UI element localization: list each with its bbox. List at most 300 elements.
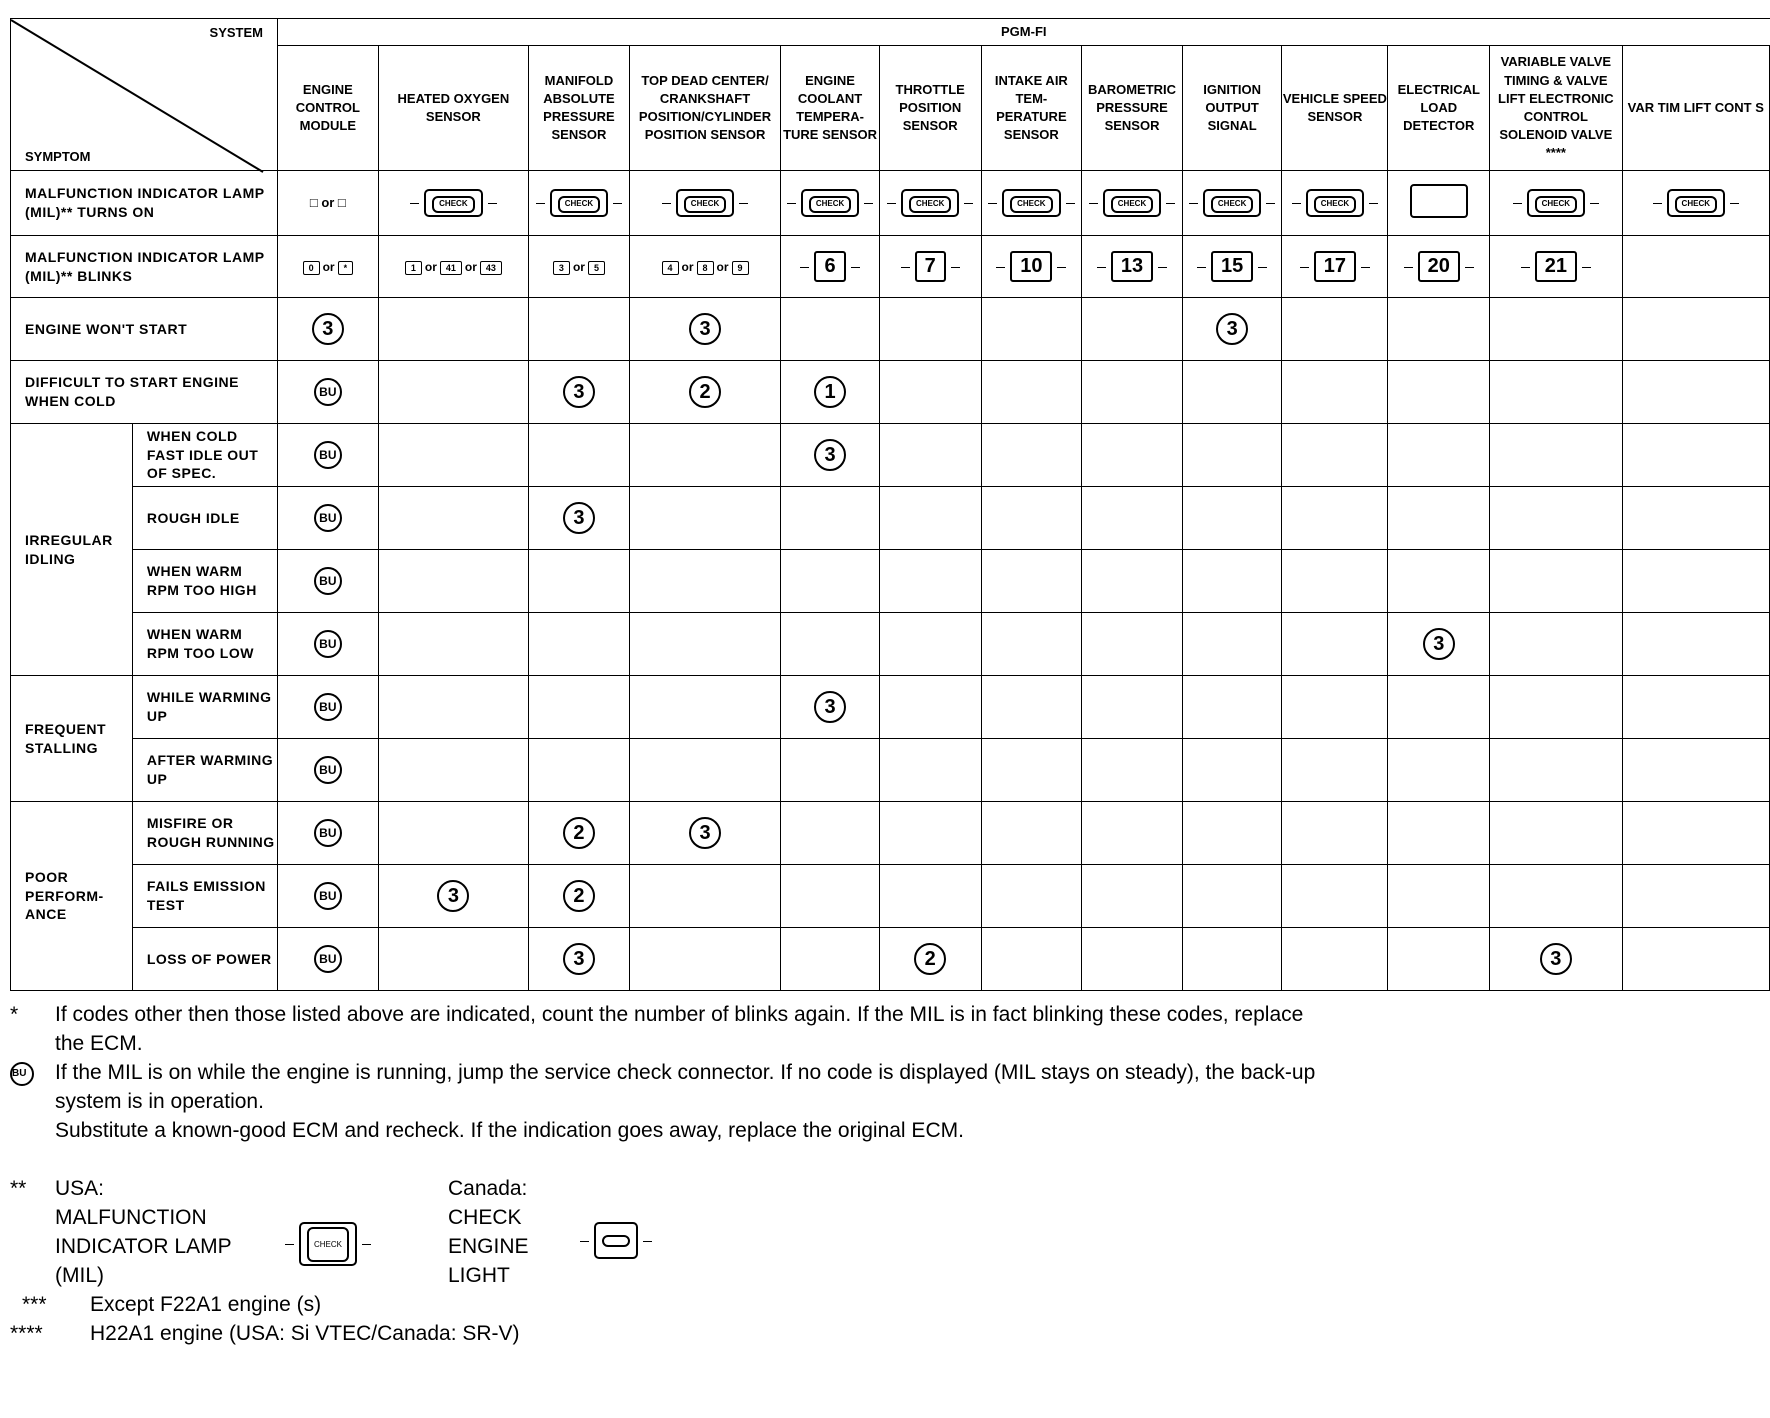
priority-cell xyxy=(278,487,379,550)
priority-cell xyxy=(1082,424,1183,487)
blink-code-cell xyxy=(781,236,880,298)
check-engine-icon xyxy=(1667,189,1725,217)
mil-on-cell xyxy=(981,171,1082,236)
priority-cell xyxy=(1182,802,1282,865)
check-engine-icon xyxy=(901,189,959,217)
priority-cell xyxy=(1282,487,1388,550)
priority-cell xyxy=(981,550,1082,613)
priority-cell xyxy=(1082,928,1183,991)
blink-code-cell xyxy=(1622,236,1769,298)
priority-cell xyxy=(781,613,880,676)
priority-cell xyxy=(1082,361,1183,424)
troubleshooting-table xyxy=(10,18,1764,991)
priority-cell xyxy=(629,739,781,802)
blink-code: 0 xyxy=(303,261,320,275)
priority-number: 2 xyxy=(914,943,946,975)
priority-cell xyxy=(1182,928,1282,991)
priority-cell xyxy=(981,424,1082,487)
blink-code-cell xyxy=(1282,236,1388,298)
symptom-sub: AFTER WARMING UP xyxy=(132,739,277,802)
priority-cell xyxy=(1490,550,1622,613)
priority-cell xyxy=(629,298,781,361)
symptom-label: SYMPTOM xyxy=(25,148,91,164)
priority-number: 3 xyxy=(563,943,595,975)
blink-code: 13 xyxy=(1111,251,1153,282)
priority-cell xyxy=(1182,424,1282,487)
symptom-group: IRREGULAR IDLING xyxy=(11,424,133,676)
blink-code: 1 xyxy=(405,261,422,275)
mil-on-cell xyxy=(1490,171,1622,236)
priority-cell xyxy=(981,298,1082,361)
priority-cell xyxy=(879,613,981,676)
priority-cell xyxy=(1388,613,1490,676)
column-header: VAR TIM LIFT CONT S xyxy=(1622,46,1769,171)
priority-cell xyxy=(1490,676,1622,739)
check-text: CHECK xyxy=(1314,196,1356,213)
system-symptom-header xyxy=(11,19,278,171)
priority-cell xyxy=(1182,676,1282,739)
priority-cell xyxy=(879,424,981,487)
blink-code-cell xyxy=(981,236,1082,298)
priority-cell xyxy=(879,676,981,739)
mil-on-text: □ or □ xyxy=(309,195,346,211)
blink-code: 7 xyxy=(915,251,946,282)
symptom-sub: WHILE WARMING UP xyxy=(132,676,277,739)
check-text: CHECK xyxy=(909,196,951,213)
priority-cell xyxy=(1388,487,1490,550)
priority-cell xyxy=(1282,802,1388,865)
mil-on-cell xyxy=(1182,171,1282,236)
mil-on-label: MALFUNCTION INDICATOR LAMP (MIL)** TURNS ON xyxy=(11,171,278,236)
priority-cell xyxy=(1622,928,1769,991)
column-header: HEATED OXYGEN SENSOR xyxy=(378,46,528,171)
priority-cell xyxy=(781,928,880,991)
or-text: or xyxy=(681,259,694,274)
priority-cell xyxy=(1282,550,1388,613)
backup-icon: BU xyxy=(314,504,342,532)
symptom-row xyxy=(11,424,1770,487)
priority-cell xyxy=(278,676,379,739)
priority-cell xyxy=(1622,676,1769,739)
priority-cell xyxy=(879,802,981,865)
priority-cell xyxy=(879,865,981,928)
symptom-sub: WHEN WARM RPM TOO LOW xyxy=(132,613,277,676)
blink-code: 15 xyxy=(1211,251,1253,282)
symptom-group: FREQUENT STALLING xyxy=(11,676,133,802)
blink-code: 10 xyxy=(1010,251,1052,282)
priority-cell xyxy=(1490,298,1622,361)
priority-number: 3 xyxy=(437,880,469,912)
priority-cell xyxy=(981,928,1082,991)
priority-cell xyxy=(529,487,630,550)
mil-on-cell xyxy=(781,171,880,236)
priority-cell xyxy=(1082,613,1183,676)
mil-on-cell xyxy=(1388,171,1490,236)
priority-cell xyxy=(1388,928,1490,991)
symptom-row xyxy=(11,298,1770,361)
priority-cell xyxy=(629,361,781,424)
priority-cell xyxy=(1388,802,1490,865)
priority-cell xyxy=(1622,550,1769,613)
priority-cell xyxy=(378,676,528,739)
note-backup: If the MIL is on while the engine is running, jump the service check connector. If no code is displayed (MIL stays on steady), the back-up system is in operation. xyxy=(55,1061,1316,1113)
priority-cell xyxy=(629,676,781,739)
priority-cell xyxy=(378,424,528,487)
symptom-sub: MISFIRE OR ROUGH RUNNING xyxy=(132,802,277,865)
priority-cell xyxy=(1182,613,1282,676)
priority-cell xyxy=(278,613,379,676)
note-codes: If codes other then those listed above are indicated, count the number of blinks again. If the MIL is in fact blinking these codes, replace the ECM. xyxy=(55,1003,1304,1055)
check-text: CHECK xyxy=(558,196,600,213)
check-engine-icon xyxy=(801,189,859,217)
priority-cell xyxy=(378,739,528,802)
note-h22a1: H22A1 engine (USA: Si VTEC/Canada: SR-V) xyxy=(90,1322,520,1345)
column-header: ENGINE CONTROL MODULE xyxy=(278,46,379,171)
check-engine-icon xyxy=(1103,189,1161,217)
priority-number: 2 xyxy=(689,376,721,408)
mil-on-cell xyxy=(378,171,528,236)
blink-code: 21 xyxy=(1535,251,1577,282)
blink-code: 43 xyxy=(480,261,502,275)
note-mark: *** xyxy=(22,1293,47,1316)
or-text: or xyxy=(464,259,477,274)
priority-number: 3 xyxy=(312,313,344,345)
priority-cell xyxy=(629,865,781,928)
priority-number: 3 xyxy=(1423,628,1455,660)
priority-cell xyxy=(879,298,981,361)
backup-icon: BU xyxy=(314,945,342,973)
priority-cell xyxy=(1082,802,1183,865)
or-text: or xyxy=(322,259,335,274)
priority-cell xyxy=(879,550,981,613)
check-text: CHECK xyxy=(432,196,474,213)
blink-code: 3 xyxy=(553,261,570,275)
priority-cell xyxy=(1182,361,1282,424)
mil-on-cell xyxy=(879,171,981,236)
priority-cell xyxy=(1622,802,1769,865)
priority-cell xyxy=(1622,739,1769,802)
column-header: ELECTRICAL LOAD DETECTOR xyxy=(1388,46,1490,171)
priority-cell xyxy=(529,550,630,613)
priority-cell xyxy=(529,865,630,928)
priority-cell xyxy=(981,676,1082,739)
priority-number: 3 xyxy=(563,376,595,408)
priority-cell xyxy=(278,550,379,613)
check-text: CHECK xyxy=(684,196,726,213)
canada-title: Canada: xyxy=(448,1177,528,1200)
backup-icon: BU xyxy=(314,441,342,469)
priority-cell xyxy=(981,865,1082,928)
check-text: CHECK xyxy=(1010,196,1052,213)
usa-legend xyxy=(55,1174,245,1290)
check-text: CHECK xyxy=(1211,196,1253,213)
priority-cell xyxy=(629,487,781,550)
priority-number: 3 xyxy=(814,439,846,471)
blink-code: 5 xyxy=(588,261,605,275)
priority-cell xyxy=(1388,865,1490,928)
priority-cell xyxy=(1388,424,1490,487)
priority-cell xyxy=(1282,739,1388,802)
priority-cell xyxy=(1082,739,1183,802)
priority-cell xyxy=(1490,802,1622,865)
blink-code: 4 xyxy=(662,261,679,275)
note-mark: * xyxy=(10,1003,19,1026)
blink-code: 9 xyxy=(732,261,749,275)
priority-cell xyxy=(378,298,528,361)
priority-cell xyxy=(1490,424,1622,487)
backup-icon: BU xyxy=(314,693,342,721)
priority-cell xyxy=(1622,424,1769,487)
priority-cell xyxy=(1622,298,1769,361)
mil-blinks-label: MALFUNCTION INDICATOR LAMP (MIL)** BLINKS xyxy=(11,236,278,298)
priority-cell xyxy=(1622,361,1769,424)
priority-cell xyxy=(278,739,379,802)
priority-cell xyxy=(378,928,528,991)
priority-cell xyxy=(1490,739,1622,802)
priority-cell xyxy=(781,865,880,928)
priority-number: 3 xyxy=(689,313,721,345)
priority-number: 3 xyxy=(1216,313,1248,345)
symptom-sub: LOSS OF POWER xyxy=(132,928,277,991)
priority-cell xyxy=(1622,865,1769,928)
column-header: VEHICLE SPEED SENSOR xyxy=(1282,46,1388,171)
priority-cell xyxy=(879,739,981,802)
or-text: or xyxy=(572,259,585,274)
lamp-off-icon xyxy=(1410,184,1468,218)
or-text: or xyxy=(716,259,729,274)
priority-cell xyxy=(1082,676,1183,739)
column-header: TOP DEAD CENTER/ CRANKSHAFT POSITION/CYLINDER POSITION SENSOR xyxy=(629,46,781,171)
symptom-row xyxy=(11,676,1770,739)
priority-cell xyxy=(781,487,880,550)
symptom-sub: ROUGH IDLE xyxy=(132,487,277,550)
priority-cell xyxy=(629,802,781,865)
priority-cell xyxy=(629,613,781,676)
priority-cell xyxy=(1182,550,1282,613)
column-header: INTAKE AIR TEM- PERATURE SENSOR xyxy=(981,46,1082,171)
symptom-row xyxy=(11,361,1770,424)
priority-cell xyxy=(1082,550,1183,613)
symptom-sub: WHEN COLD FAST IDLE OUT OF SPEC. xyxy=(132,424,277,487)
check-text: CHECK xyxy=(809,196,851,213)
priority-cell xyxy=(1282,928,1388,991)
priority-cell xyxy=(1282,361,1388,424)
priority-cell xyxy=(981,361,1082,424)
canada-legend xyxy=(448,1174,568,1290)
priority-cell xyxy=(1182,298,1282,361)
blink-code-cell xyxy=(529,236,630,298)
pgm-fi-header: PGM-FI xyxy=(278,19,1770,46)
check-engine-icon xyxy=(676,189,734,217)
priority-cell xyxy=(629,550,781,613)
backup-icon: BU xyxy=(314,819,342,847)
priority-cell xyxy=(981,487,1082,550)
check-text: CHECK xyxy=(1111,196,1153,213)
blink-code-cell xyxy=(1182,236,1282,298)
blink-code-cell xyxy=(879,236,981,298)
check-text: CHECK xyxy=(1535,196,1577,213)
usa-text: MALFUNCTION INDICATOR LAMP (MIL) xyxy=(55,1206,232,1287)
column-header: IGNITION OUTPUT SIGNAL xyxy=(1182,46,1282,171)
priority-cell xyxy=(529,361,630,424)
backup-icon: BU xyxy=(314,567,342,595)
priority-cell xyxy=(278,802,379,865)
symptom-row xyxy=(11,865,1770,928)
priority-number: 1 xyxy=(814,376,846,408)
priority-cell xyxy=(1282,424,1388,487)
symptom-sub: FAILS EMISSION TEST xyxy=(132,865,277,928)
priority-cell xyxy=(1388,361,1490,424)
priority-cell xyxy=(1388,298,1490,361)
priority-cell xyxy=(1082,487,1183,550)
priority-cell xyxy=(278,424,379,487)
check-engine-icon xyxy=(1306,189,1364,217)
note-substitute: Substitute a known-good ECM and recheck. If the indication goes away, replace the original ECM. xyxy=(55,1119,964,1142)
blink-code-cell xyxy=(629,236,781,298)
priority-cell xyxy=(1182,739,1282,802)
note-except-f22a1: Except F22A1 engine (s) xyxy=(90,1293,322,1316)
check-text: CHECK xyxy=(1675,196,1717,213)
priority-cell xyxy=(981,802,1082,865)
priority-cell xyxy=(278,361,379,424)
priority-number: 3 xyxy=(563,502,595,534)
priority-cell xyxy=(879,487,981,550)
priority-number: 3 xyxy=(689,817,721,849)
priority-cell xyxy=(278,865,379,928)
symptom-row xyxy=(11,487,1770,550)
column-header: ENGINE COOLANT TEMPERA- TURE SENSOR xyxy=(781,46,880,171)
backup-icon: BU xyxy=(314,378,342,406)
priority-cell xyxy=(1490,928,1622,991)
blink-code: 8 xyxy=(697,261,714,275)
priority-cell xyxy=(1282,865,1388,928)
priority-cell xyxy=(781,550,880,613)
priority-cell xyxy=(378,802,528,865)
priority-cell xyxy=(529,424,630,487)
priority-cell xyxy=(1182,487,1282,550)
priority-cell xyxy=(529,928,630,991)
priority-number: 2 xyxy=(563,817,595,849)
column-header: VARIABLE VALVE TIMING & VALVE LIFT ELECTRONIC CONTROL SOLENOID VALVE **** xyxy=(1490,46,1622,171)
note-usa-mark: ** xyxy=(10,1177,27,1200)
priority-cell xyxy=(529,802,630,865)
priority-cell xyxy=(781,424,880,487)
priority-cell xyxy=(1388,550,1490,613)
priority-cell xyxy=(1622,613,1769,676)
blink-code-cell xyxy=(278,236,379,298)
symptom-sub: WHEN WARM RPM TOO HIGH xyxy=(132,550,277,613)
priority-cell xyxy=(629,928,781,991)
priority-cell xyxy=(781,739,880,802)
blink-code: 6 xyxy=(814,251,845,282)
check-engine-icon xyxy=(1527,189,1585,217)
mil-on-cell xyxy=(1622,171,1769,236)
or-text: or xyxy=(424,259,437,274)
priority-cell xyxy=(781,361,880,424)
priority-cell xyxy=(1082,298,1183,361)
priority-cell xyxy=(529,298,630,361)
blink-code-cell xyxy=(1490,236,1622,298)
priority-cell xyxy=(781,298,880,361)
blink-code-cell xyxy=(1082,236,1183,298)
priority-number: 3 xyxy=(814,691,846,723)
priority-cell xyxy=(529,739,630,802)
priority-cell xyxy=(378,487,528,550)
blink-code: 41 xyxy=(440,261,462,275)
usa-title: USA: xyxy=(55,1177,105,1200)
priority-cell xyxy=(1182,865,1282,928)
symptom-group: POOR PERFORM- ANCE xyxy=(11,802,133,991)
priority-cell xyxy=(1082,865,1183,928)
column-header: BAROMETRIC PRESSURE SENSOR xyxy=(1082,46,1183,171)
mil-on-cell xyxy=(1282,171,1388,236)
priority-cell xyxy=(1282,613,1388,676)
blink-code: 20 xyxy=(1418,251,1460,282)
priority-cell xyxy=(1490,487,1622,550)
symptom-row xyxy=(11,802,1770,865)
priority-cell xyxy=(278,298,379,361)
priority-cell xyxy=(1388,739,1490,802)
mil-on-cell xyxy=(529,171,630,236)
mil-on-cell xyxy=(278,171,379,236)
check-engine-icon xyxy=(550,189,608,217)
priority-number: 3 xyxy=(1540,943,1572,975)
bu-icon: BU xyxy=(10,1062,34,1086)
check-engine-icon xyxy=(424,189,482,217)
priority-cell xyxy=(378,865,528,928)
symptom-row xyxy=(11,739,1770,802)
note-mark: **** xyxy=(10,1322,43,1345)
priority-cell xyxy=(1490,613,1622,676)
mil-on-cell xyxy=(1082,171,1183,236)
priority-cell xyxy=(879,361,981,424)
engine-outline-icon xyxy=(580,1222,652,1259)
symptom-label: DIFFICULT TO START ENGINE WHEN COLD xyxy=(11,361,278,424)
priority-cell xyxy=(1622,487,1769,550)
priority-cell xyxy=(1490,361,1622,424)
priority-cell xyxy=(981,739,1082,802)
column-header: MANIFOLD ABSOLUTE PRESSURE SENSOR xyxy=(529,46,630,171)
check-engine-icon xyxy=(1203,189,1261,217)
backup-icon: BU xyxy=(314,756,342,784)
symptom-label: ENGINE WON'T START xyxy=(11,298,278,361)
priority-cell xyxy=(529,676,630,739)
priority-cell xyxy=(378,361,528,424)
symptom-row xyxy=(11,613,1770,676)
blink-code-cell xyxy=(1388,236,1490,298)
backup-icon: BU xyxy=(314,882,342,910)
footnotes xyxy=(10,1000,1330,1145)
backup-icon: BU xyxy=(314,630,342,658)
column-header: THROTTLE POSITION SENSOR xyxy=(879,46,981,171)
symptom-row xyxy=(11,928,1770,991)
symptom-row xyxy=(11,550,1770,613)
system-label: SYSTEM xyxy=(209,24,263,40)
priority-cell xyxy=(529,613,630,676)
canada-text: CHECK ENGINE LIGHT xyxy=(448,1206,529,1287)
check-engine-icon: CHECK xyxy=(285,1222,371,1266)
priority-cell xyxy=(1490,865,1622,928)
priority-cell xyxy=(879,928,981,991)
priority-cell xyxy=(981,613,1082,676)
priority-cell xyxy=(1282,676,1388,739)
priority-cell xyxy=(1388,676,1490,739)
priority-cell xyxy=(781,676,880,739)
mil-on-cell xyxy=(629,171,781,236)
blink-code: 17 xyxy=(1314,251,1356,282)
priority-cell xyxy=(629,424,781,487)
blink-code-cell xyxy=(378,236,528,298)
